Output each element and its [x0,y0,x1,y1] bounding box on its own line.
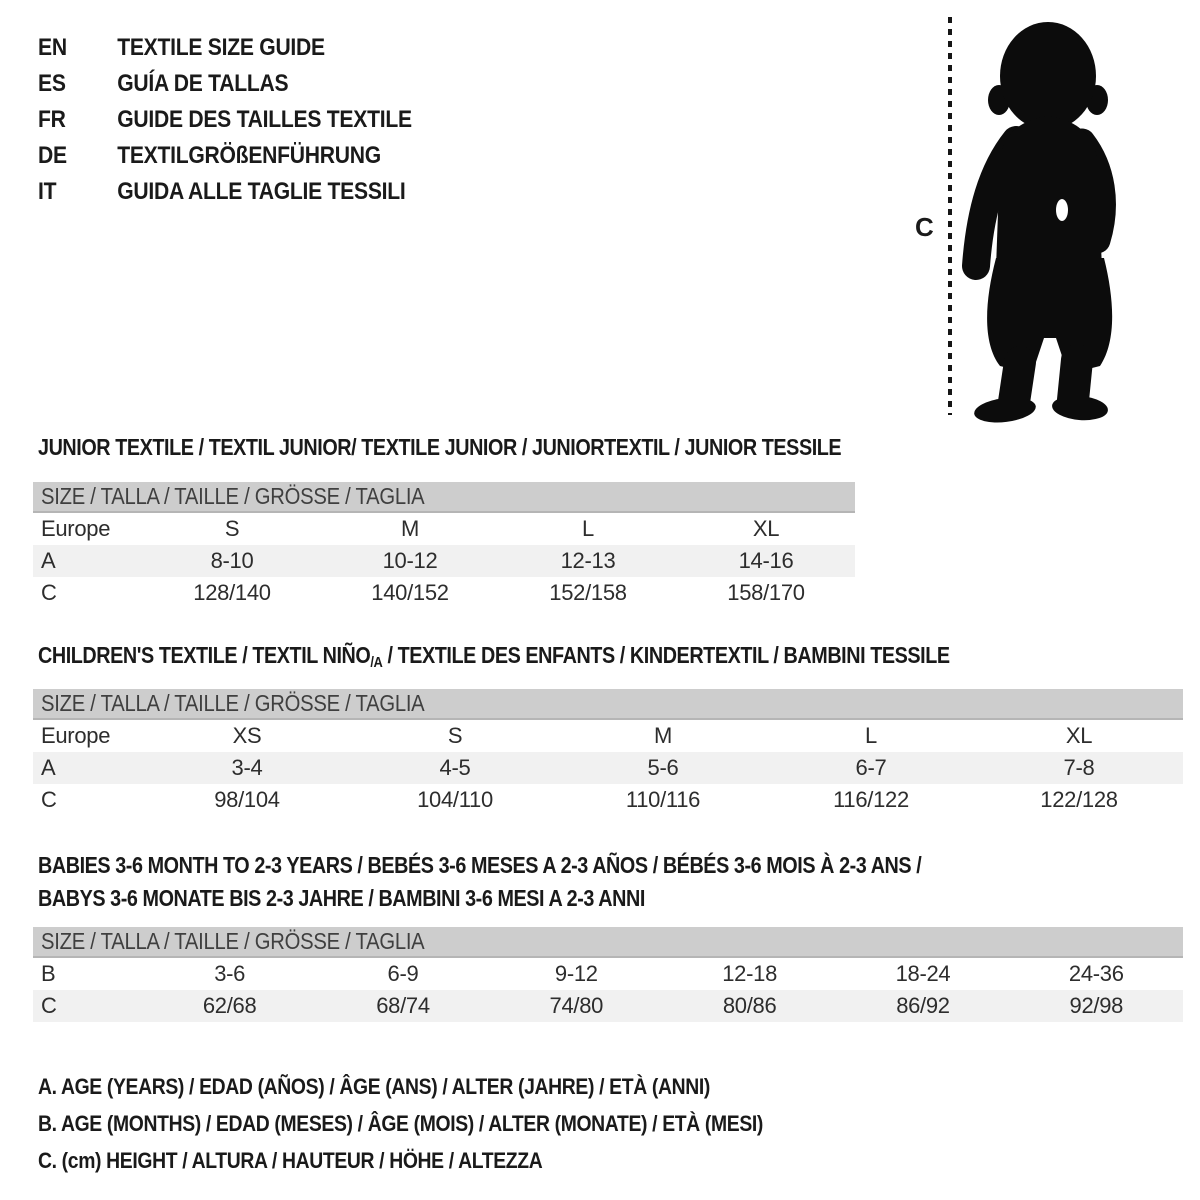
table-cell: 3-6 [214,961,246,986]
region-label: Europe [41,723,111,748]
children-columns-row [33,720,1183,752]
babies-heading-line1: BABIES 3-6 MONTH TO 2-3 YEARS / BEBÉS 3-6 MESES A 2-3 AÑOS / BÉBÉS 3-6 MOIS À 2-3 ANS / [38,852,922,878]
table-cell: 3-4 [231,755,263,780]
size-header-text: SIZE / TALLA / TAILLE / GRÖSSE / TAGLIA [41,928,425,954]
size-column: XL [1065,723,1093,748]
lang-row-it [38,174,412,210]
junior-row-age [33,545,855,577]
babies-section-heading [38,849,921,915]
table-cell: 140/152 [371,580,449,605]
table-cell: 62/68 [202,993,257,1018]
lang-title: TEXTILE SIZE GUIDE [117,34,325,61]
height-measure-label: C [915,212,934,242]
lang-code: DE [38,142,67,169]
size-column: M [400,516,420,541]
size-column: M [653,723,673,748]
table-cell: 6-9 [387,961,419,986]
size-column: S [224,516,240,541]
lang-code: EN [38,34,67,61]
table-cell: 152/158 [549,580,627,605]
size-column: S [447,723,463,748]
row-label: C [41,993,57,1018]
row-label: C [41,580,57,605]
legend-line-c: C. (cm) HEIGHT / ALTURA / HAUTEUR / HÖHE / ALTEZZA [38,1148,543,1173]
children-size-header-bar [33,689,1183,720]
lang-title: GUIDA ALLE TAGLIE TESSILI [117,178,406,205]
size-header-text: SIZE / TALLA / TAILLE / GRÖSSE / TAGLIA [41,483,425,509]
lang-row-en [38,30,412,66]
lang-code: FR [38,106,66,133]
babies-size-header-bar [33,927,1183,958]
table-cell: 86/92 [896,993,950,1018]
table-cell: 104/110 [417,787,493,812]
table-cell: 116/122 [833,787,909,812]
size-header-text: SIZE / TALLA / TAILLE / GRÖSSE / TAGLIA [41,690,425,716]
lang-title: GUÍA DE TALLAS [117,70,289,97]
babies-row-age-months [33,958,1183,990]
babies-row-height [33,990,1183,1022]
height-measure-dashed-line [948,17,952,415]
lang-row-es [38,66,412,102]
toddler-silhouette [956,12,1146,424]
lang-code: ES [38,70,66,97]
language-title-list [38,30,463,210]
measurement-legend [38,1068,862,1179]
table-cell: 12-13 [560,548,616,573]
junior-size-header-bar [33,482,855,513]
table-cell: 14-16 [738,548,794,573]
children-heading-part2: / TEXTILE DES ENFANTS / KINDERTEXTIL / BAMBINI TESSILE [382,642,950,668]
size-column: L [582,516,594,541]
table-cell: 6-7 [855,755,887,780]
row-label: A [41,755,56,780]
region-label: Europe [41,516,111,541]
row-label: C [41,787,57,812]
row-label: A [41,548,56,573]
junior-columns-row [33,513,855,545]
table-cell: 128/140 [193,580,271,605]
table-cell: 80/86 [722,993,777,1018]
lang-code: IT [38,178,57,205]
children-heading-sub: /A [370,654,383,671]
table-cell: 9-12 [554,961,598,986]
children-row-age [33,752,1183,784]
children-row-height [33,784,1183,816]
lang-title: GUIDE DES TAILLES TEXTILE [117,106,412,133]
table-cell: 24-36 [1068,961,1124,986]
legend-line-b: B. AGE (MONTHS) / EDAD (MESES) / ÂGE (MOIS) / ALTER (MONATE) / ETÀ (MESI) [38,1111,764,1136]
table-cell: 12-18 [722,961,778,986]
table-cell: 92/98 [1069,993,1124,1018]
table-cell: 74/80 [549,993,604,1018]
table-cell: 110/116 [625,787,701,812]
table-cell: 5-6 [647,755,679,780]
table-cell: 4-5 [439,755,471,780]
size-column: XS [232,723,262,748]
size-column: XL [752,516,780,541]
table-cell: 68/74 [376,993,430,1018]
lang-row-de [38,138,412,174]
table-cell: 18-24 [895,961,951,986]
lang-row-fr [38,102,412,138]
children-heading-part1: CHILDREN'S TEXTILE / TEXTIL NIÑO [38,642,371,668]
table-cell: 10-12 [382,548,438,573]
table-cell: 122/128 [1040,787,1118,812]
lang-title: TEXTILGRÖßENFÜHRUNG [117,142,381,169]
size-column: L [865,723,877,748]
table-cell: 98/104 [214,787,280,812]
babies-heading-line2: BABYS 3-6 MONATE BIS 2-3 JAHRE / BAMBINI 3-6 MESI A 2-3 ANNI [38,885,645,911]
junior-row-height [33,577,855,609]
table-cell: 158/170 [727,580,805,605]
babies-size-table [33,927,1183,1022]
junior-size-table [33,482,855,609]
row-label: B [41,961,56,986]
children-section-heading [38,642,950,669]
table-cell: 7-8 [1063,755,1095,780]
children-size-table [33,689,1183,816]
table-cell: 8-10 [210,548,254,573]
junior-section-heading: JUNIOR TEXTILE / TEXTIL JUNIOR/ TEXTILE JUNIOR / JUNIORTEXTIL / JUNIOR TESSILE [38,434,842,460]
legend-line-a: A. AGE (YEARS) / EDAD (AÑOS) / ÂGE (ANS) / ALTER (JAHRE) / ETÀ (ANNI) [38,1074,710,1099]
